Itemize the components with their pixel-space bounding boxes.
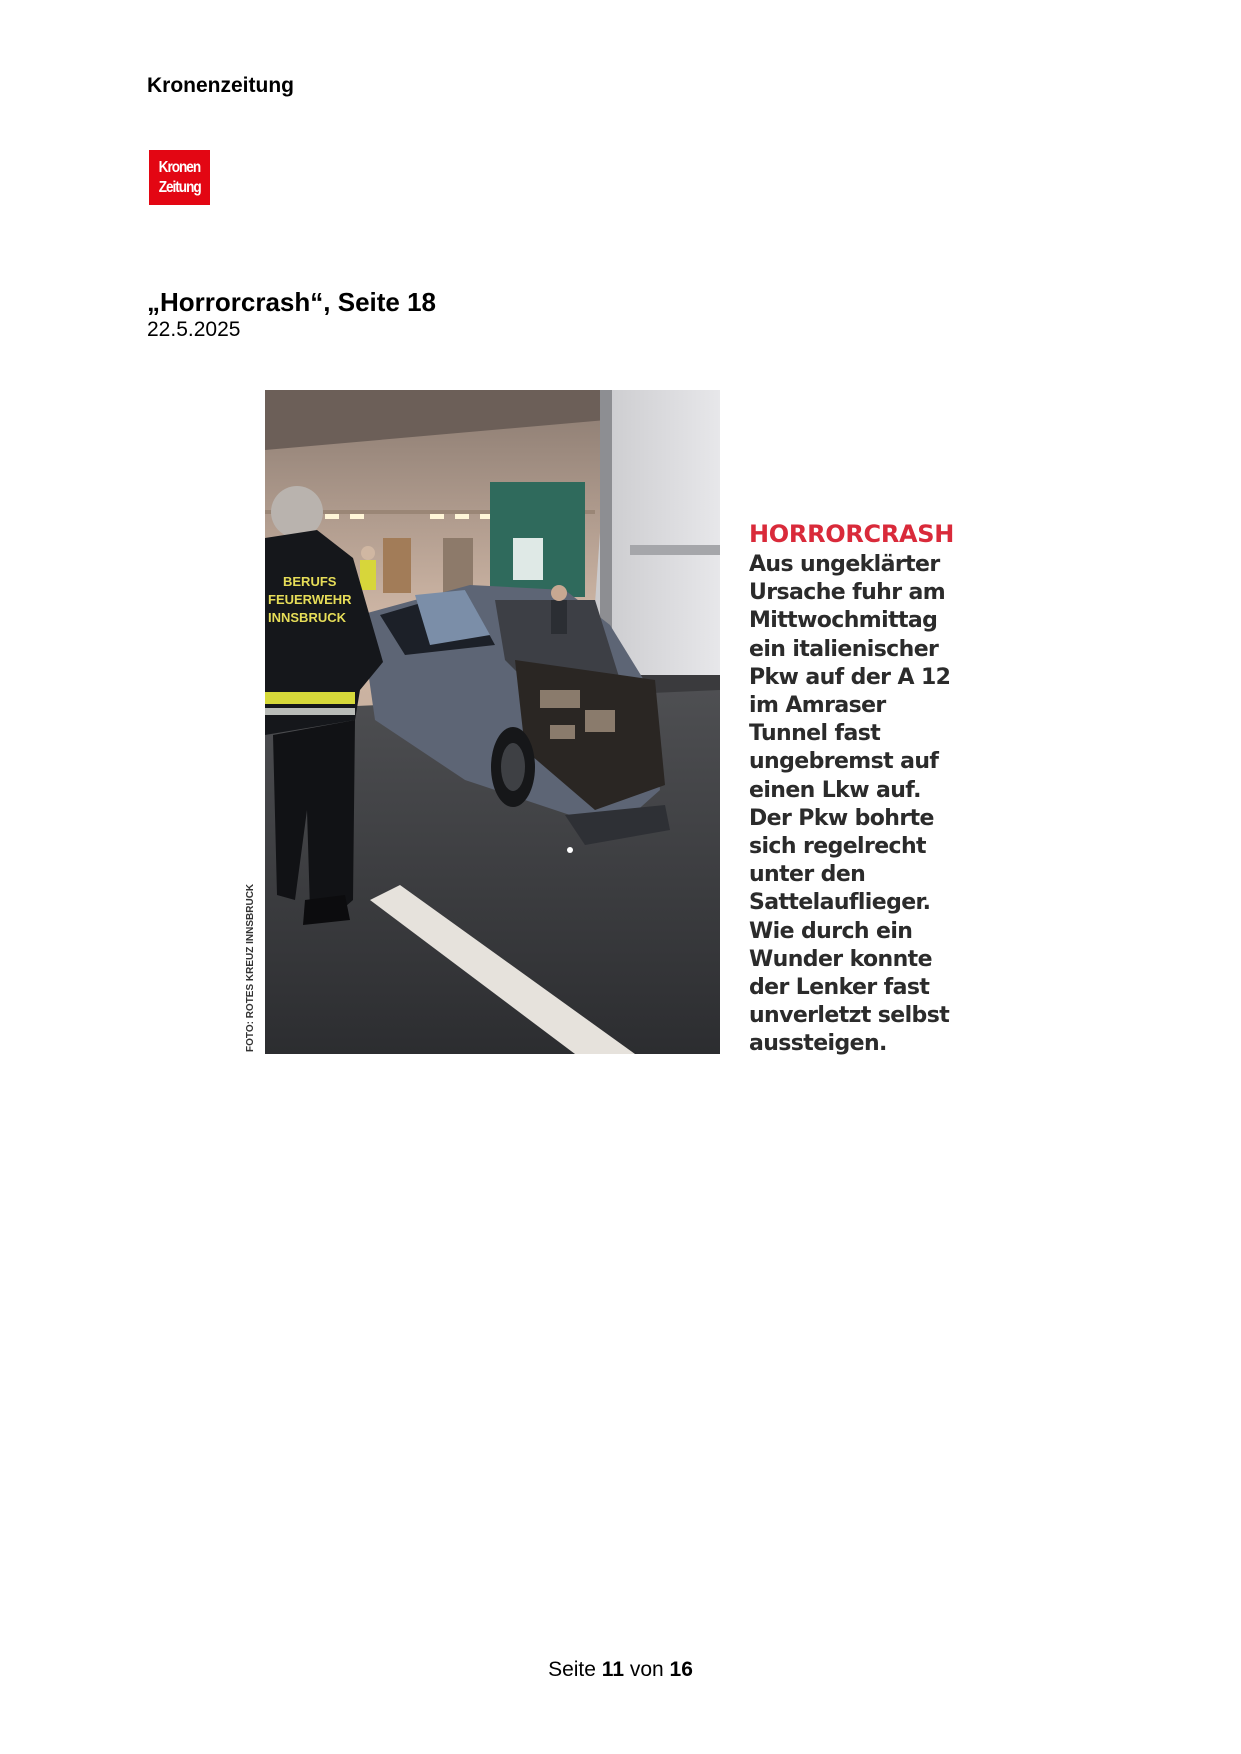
caption-body xyxy=(749,551,979,1059)
caption-line: sich regelrecht xyxy=(749,834,926,860)
source-name: Kronenzeitung xyxy=(147,74,294,97)
caption-line: aussteigen. xyxy=(749,1031,887,1057)
caption-line: ungebremst auf xyxy=(749,749,939,775)
caption-line: unverletzt selbst xyxy=(749,1003,950,1029)
article-title: „Horrorcrash“, Seite 18 xyxy=(147,287,437,317)
crash-photo xyxy=(265,390,720,1054)
photo-credit: FOTO: ROTES KREUZ INNSBRUCK xyxy=(245,883,256,1052)
caption-line: unter den xyxy=(749,862,866,888)
jacket-text-line-2: FEUERWEHR xyxy=(268,592,352,607)
caption-line: der Lenker fast xyxy=(749,975,930,1001)
caption-line: Aus ungeklärter xyxy=(749,552,940,577)
footer-total-pages: 16 xyxy=(669,1658,693,1681)
caption-line: Ursache fuhr am xyxy=(749,580,946,606)
caption-line: im Amraser xyxy=(749,693,886,719)
caption-line: Wunder konnte xyxy=(749,946,932,972)
caption-line: Der Pkw bohrte xyxy=(749,805,934,831)
caption-line: Pkw auf der A 12 xyxy=(749,664,951,690)
logo-line-2: Zeitung xyxy=(158,178,201,196)
caption-line: ein italienischer xyxy=(749,636,939,662)
kronen-zeitung-logo xyxy=(149,150,210,205)
caption-line: einen Lkw auf. xyxy=(749,777,921,803)
caption-line: Wie durch ein xyxy=(749,918,913,944)
logo-line-1: Kronen xyxy=(158,158,201,176)
caption-line: Mittwochmittag xyxy=(749,608,938,634)
footer-current-page: 11 xyxy=(601,1658,624,1681)
footer-separator: von xyxy=(629,1658,664,1681)
page-footer xyxy=(0,1658,1241,1682)
caption-line: Sattelauflieger. xyxy=(749,890,931,916)
jacket-text-line-1: BERUFS xyxy=(283,574,337,589)
caption-title: HORRORCRASH xyxy=(749,520,955,548)
jacket-text-line-3: INNSBRUCK xyxy=(268,610,346,625)
article-date: 22.5.2025 xyxy=(147,318,241,341)
footer-prefix: Seite xyxy=(548,1658,596,1681)
caption-line: Tunnel fast xyxy=(749,721,881,747)
